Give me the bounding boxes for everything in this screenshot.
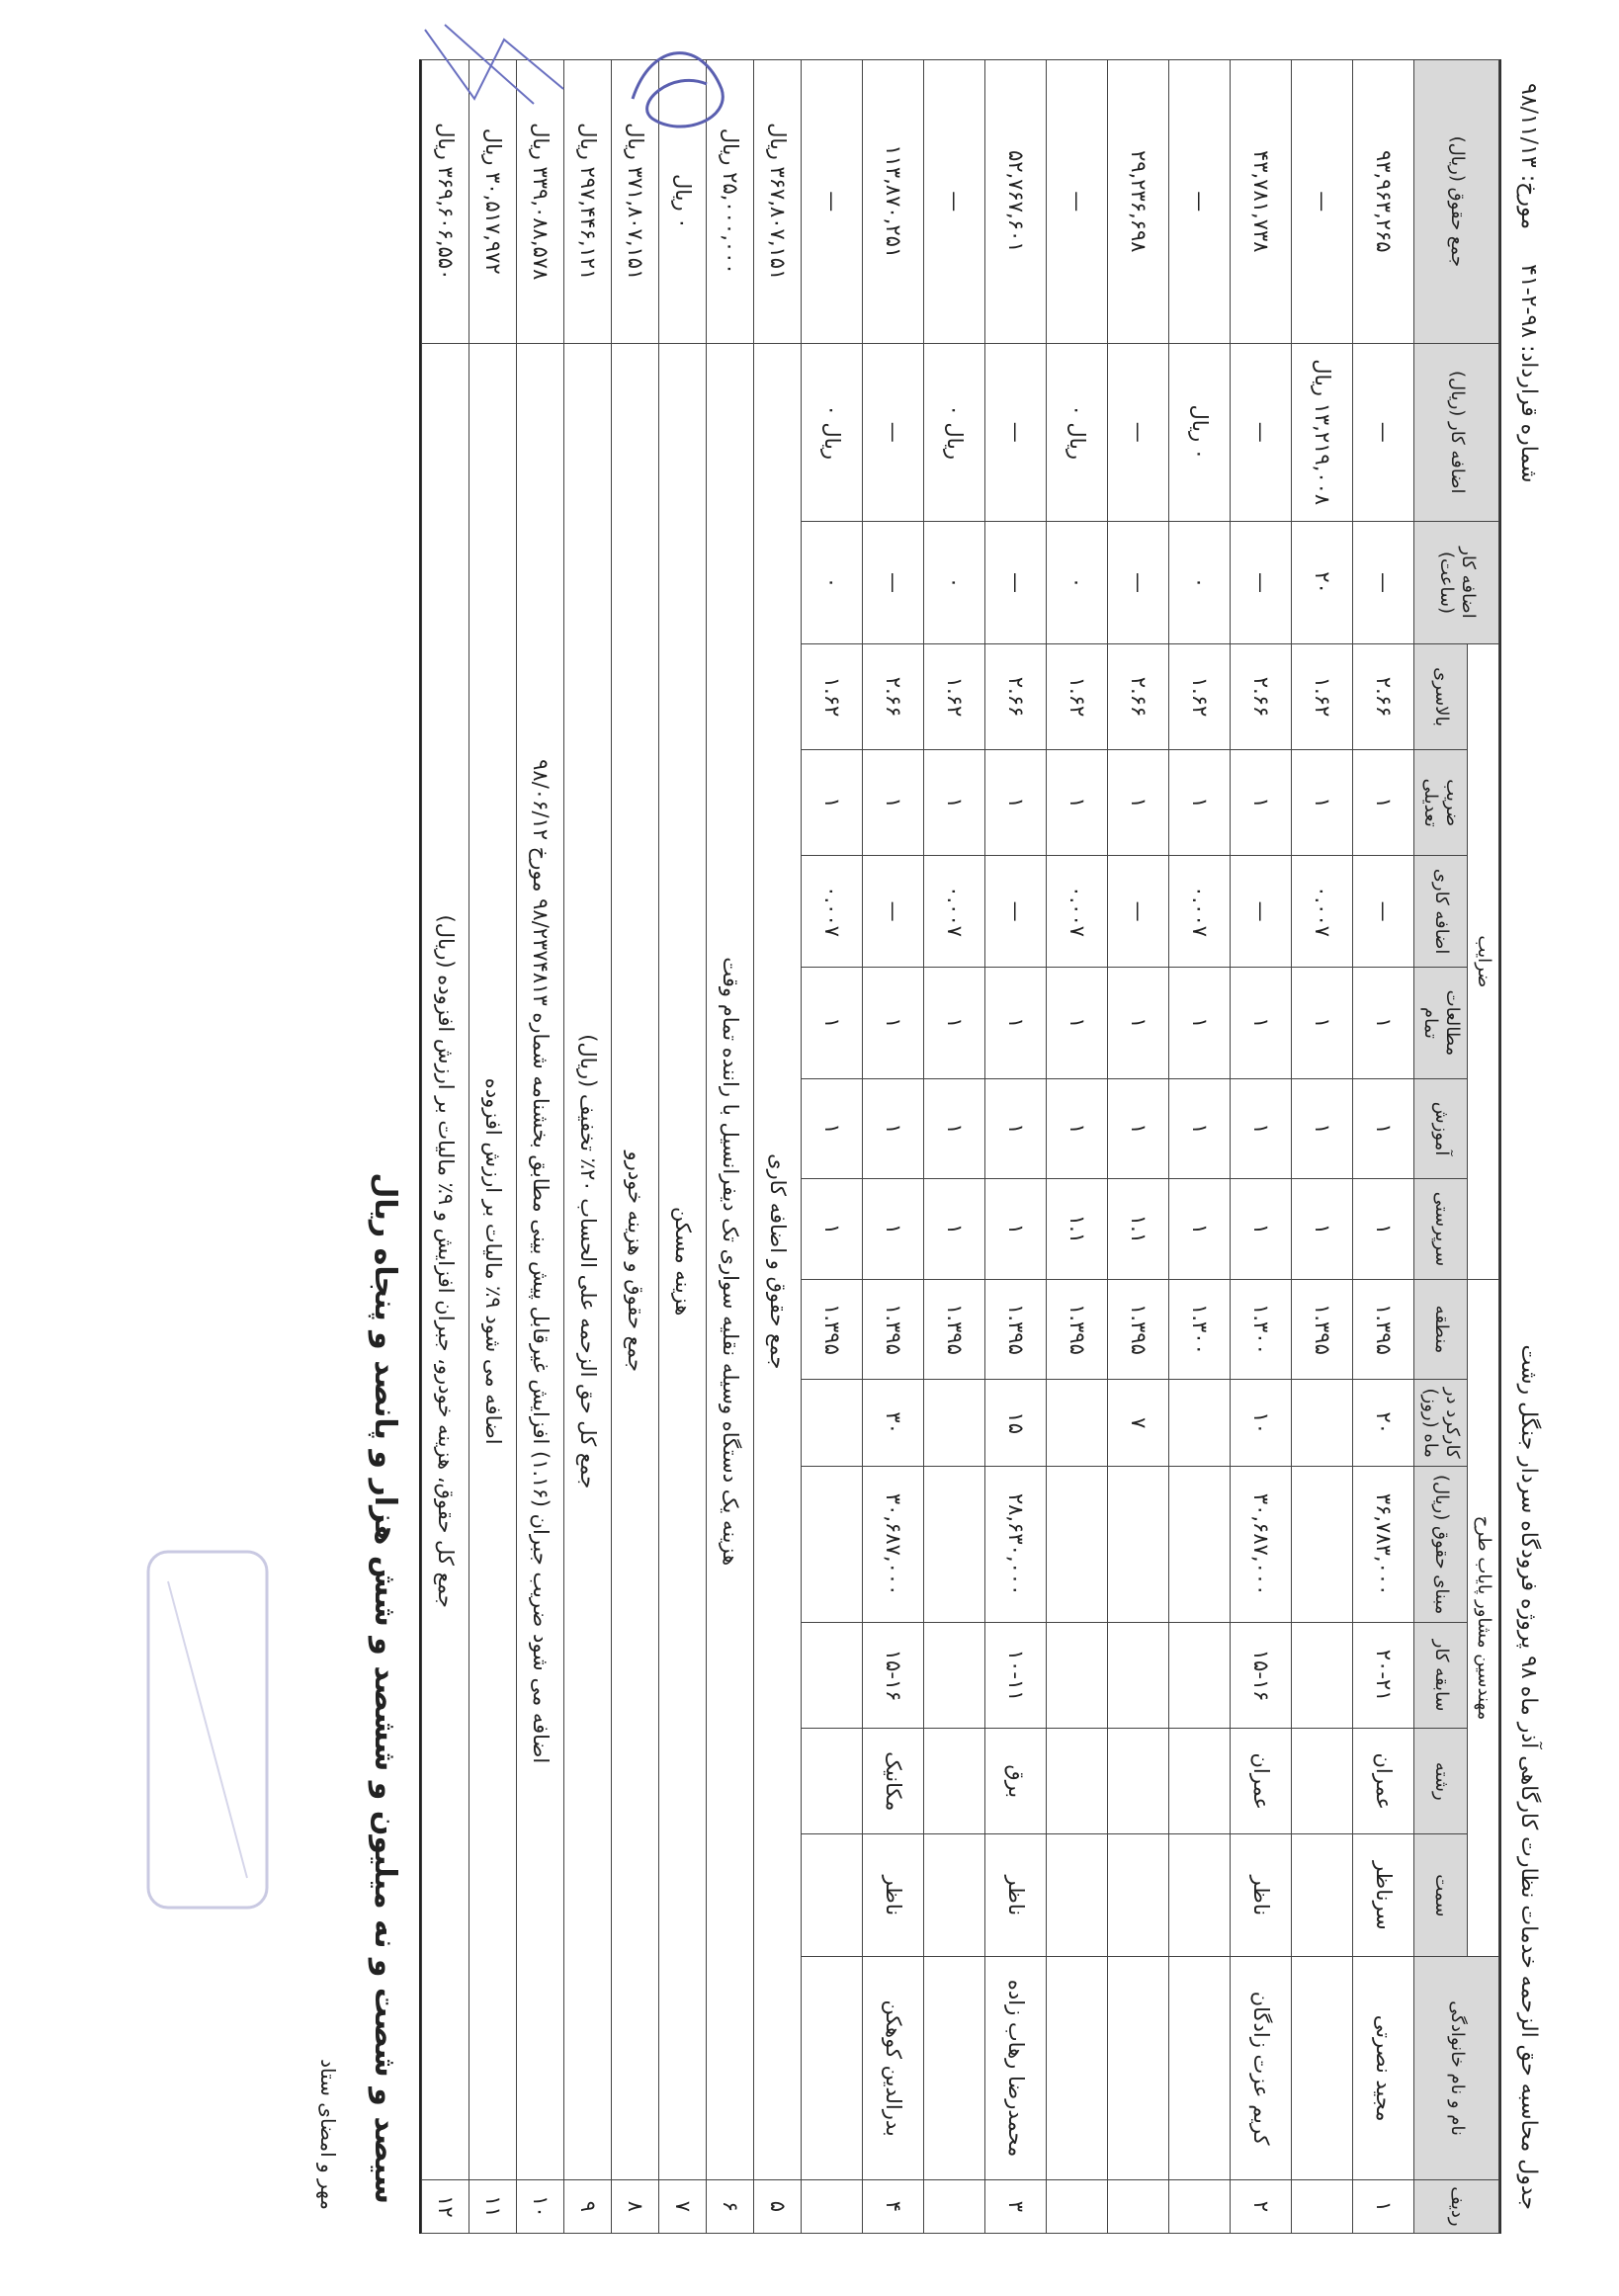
col-experience: سابقه کار (1414, 1623, 1468, 1729)
cell-work-days (802, 1380, 863, 1467)
cell-region: ۱.۳۹۵ (1047, 1279, 1108, 1380)
summary-label: اضافه می شود ۹٪ مالیات بر ارزش افزوده (469, 343, 517, 2179)
final-amount-text: سیصد و شصت و نه میلیون و ششصد و شش هزار و پانصد و پنجاه ریال (368, 1172, 402, 2204)
summary-value: ۲۹۷,۴۴۶,۱۲۱ ریال (564, 60, 612, 344)
cell-overtime-hours: — (985, 521, 1047, 643)
table-row (1292, 60, 1353, 2234)
cell-overtime-amount: — (1108, 343, 1169, 521)
cell-adjustment: ۱ (1169, 750, 1231, 856)
col-base-salary: مبنای حقوق (ریال) (1414, 1467, 1468, 1623)
summary-row (659, 60, 707, 2234)
cell-overtime-hours: — (1231, 521, 1292, 643)
cell-overtime-coef: ۰.۰۰۷ (924, 856, 985, 968)
cell-full-time: ۱ (1047, 968, 1108, 1079)
cell-no (1169, 2179, 1231, 2233)
cell-no: ۳ (985, 2179, 1047, 2233)
cell-overtime-amount: — (1231, 343, 1292, 521)
cell-education: ۱ (802, 1078, 863, 1178)
cell-overtime-hours: ۰ (1047, 521, 1108, 643)
cell-overtime-amount: — (1353, 343, 1414, 521)
col-work-days: کارکرد در ماه (روز) (1414, 1380, 1468, 1467)
col-region: منطقه (1414, 1279, 1468, 1380)
coefficients-group: ضرایب (1468, 643, 1499, 1279)
cell-overtime-coef: ۰.۰۰۷ (1292, 856, 1353, 968)
table-row (1169, 60, 1231, 2234)
fee-table (422, 59, 1500, 2234)
cell-adjustment: ۱ (863, 750, 924, 856)
contract-date: مورخ: ۹۸/۱۱/۱۳ (1516, 83, 1542, 230)
cell-education: ۱ (1169, 1078, 1231, 1178)
cell-name (1169, 1957, 1231, 2180)
cell-field (1169, 1729, 1231, 1834)
cell-full-time: ۱ (1231, 968, 1292, 1079)
document-header (1499, 59, 1557, 2234)
summary-body (422, 60, 802, 2234)
col-adjustment: ضریب تعدیلی (1414, 750, 1468, 856)
cell-position: ناظر (863, 1834, 924, 1957)
cell-work-days: ۱۵ (985, 1380, 1047, 1467)
summary-row-no: ۵ (754, 2179, 802, 2233)
cell-no: ۲ (1231, 2179, 1292, 2233)
summary-row-no: ۱۱ (469, 2179, 517, 2233)
cell-work-days (1169, 1380, 1231, 1467)
cell-factor: ۲.۶۶ (1231, 643, 1292, 749)
cell-position (924, 1834, 985, 1957)
cell-supervision: ۱ (1292, 1179, 1353, 1279)
cell-full-time: ۱ (1108, 968, 1169, 1079)
cell-work-days: ۳۰ (863, 1380, 924, 1467)
cell-experience: ۲۰-۲۱ (1353, 1623, 1414, 1729)
summary-row (707, 60, 754, 2234)
cell-overtime-hours: ۲۰ (1292, 521, 1353, 643)
cell-base-salary (1108, 1467, 1169, 1623)
col-overtime-coef: اضافه کاری (1414, 856, 1468, 968)
cell-region: ۱.۳۹۵ (802, 1279, 863, 1380)
cell-factor: ۱.۶۲ (1169, 643, 1231, 749)
col-supervision: سرپرستی (1414, 1179, 1468, 1279)
cell-adjustment: ۱ (1231, 750, 1292, 856)
rotated-document (153, 59, 1557, 2234)
cell-position (1169, 1834, 1231, 1957)
cell-overtime-hours: — (863, 521, 924, 643)
cell-region: ۱.۳۹۵ (985, 1279, 1047, 1380)
summary-row-no: ۱۰ (517, 2179, 564, 2233)
cell-education: ۱ (863, 1078, 924, 1178)
cell-total: — (1169, 60, 1231, 344)
cell-education: ۱ (1231, 1078, 1292, 1178)
consultant-name: مهندسین مشاور پایاب طرح (1468, 1279, 1499, 1957)
cell-work-days (924, 1380, 985, 1467)
summary-label: اضافه می شود ضریب جبران (۱.۱۶) افزایش غیرقابل پیش بینی مطابق بخشنامه شماره ۹۸/۲۳۷۴۸۱۳ مورخ ۹۸/۰۶/۱۲ (517, 343, 564, 2179)
cell-base-salary (1047, 1467, 1108, 1623)
cell-experience: ۱۵-۱۶ (863, 1623, 924, 1729)
cell-no (1047, 2179, 1108, 2233)
cell-work-days (1047, 1380, 1108, 1467)
cell-total: ۴۳,۷۸۱,۷۳۸ (1231, 60, 1292, 344)
cell-base-salary: ۳۰,۶۸۷,۰۰۰ (863, 1467, 924, 1623)
col-overtime-hours: اضافه کار (ساعت) (1414, 521, 1499, 643)
cell-region: ۱.۳۹۵ (863, 1279, 924, 1380)
cell-base-salary (802, 1467, 863, 1623)
cell-factor: ۲.۶۶ (1108, 643, 1169, 749)
cell-experience (802, 1623, 863, 1729)
summary-value: ۳۷۱,۸۰۷,۱۵۱ ریال (612, 60, 659, 344)
summary-row-no: ۱۲ (422, 2179, 469, 2233)
cell-full-time: ۱ (924, 968, 985, 1079)
signature-row (307, 59, 351, 2234)
cell-overtime-amount: ریال ۰ (1047, 343, 1108, 521)
cell-supervision: ۱ (1169, 1179, 1231, 1279)
cell-full-time: ۱ (1169, 968, 1231, 1079)
cell-supervision: ۱ (985, 1179, 1047, 1279)
cell-field: عمران (1231, 1729, 1292, 1834)
cell-position (1292, 1834, 1353, 1957)
col-full-time: مطالعات تمام (1414, 968, 1468, 1079)
cell-overtime-coef: ۰.۰۰۷ (802, 856, 863, 968)
cell-name: بدرالدین کوهکن (863, 1957, 924, 2180)
cell-overtime-hours: ۰ (924, 521, 985, 643)
summary-row (564, 60, 612, 2234)
cell-field: مکانیک (863, 1729, 924, 1834)
table-row (1108, 60, 1169, 2234)
document-title: جدول محاسبه حق الزحمه خدمات نظارت کارگاهی آذر ماه ۹۸ پروژه فرودگاه سردار جنگل رشت (1516, 1344, 1542, 2210)
cell-education: ۱ (1292, 1078, 1353, 1178)
table-body (802, 60, 1414, 2234)
cell-overtime-coef: — (1353, 856, 1414, 968)
cell-factor: ۲.۶۶ (863, 643, 924, 749)
cell-education: ۱ (1353, 1078, 1414, 1178)
cell-position (1047, 1834, 1108, 1957)
col-overtime-amount: اضافه کار (ریال) (1414, 343, 1499, 521)
cell-field (1292, 1729, 1353, 1834)
cell-overtime-coef: ۰.۰۰۷ (1047, 856, 1108, 968)
table-row (1353, 60, 1414, 2234)
cell-adjustment: ۱ (1353, 750, 1414, 856)
cell-region: ۱.۳۹۵ (1108, 1279, 1169, 1380)
cell-adjustment: ۱ (924, 750, 985, 856)
summary-label: هزینه مسکن (659, 343, 707, 2179)
cell-experience (1047, 1623, 1108, 1729)
summary-label: جمع حقوق و هزینه خودرو (612, 343, 659, 2179)
cell-total: ۹۳,۹۶۳,۲۶۵ (1353, 60, 1414, 344)
cell-work-days (1292, 1380, 1353, 1467)
cell-adjustment: ۱ (985, 750, 1047, 856)
cell-base-salary: ۳۰,۶۸۷,۰۰۰ (1231, 1467, 1292, 1623)
summary-row-no: ۷ (659, 2179, 707, 2233)
cell-overtime-coef: — (985, 856, 1047, 968)
cell-supervision: ۱ (1231, 1179, 1292, 1279)
cell-total: ۱۱۳,۸۷۰,۲۵۱ (863, 60, 924, 344)
cell-name (1108, 1957, 1169, 2180)
cell-full-time: ۱ (985, 968, 1047, 1079)
cell-total: — (924, 60, 985, 344)
cell-supervision: ۱ (863, 1179, 924, 1279)
cell-total: — (1047, 60, 1108, 344)
cell-overtime-hours: — (1353, 521, 1414, 643)
cell-name (924, 1957, 985, 2180)
cell-work-days: ۲۰ (1353, 1380, 1414, 1467)
cell-full-time: ۱ (1292, 968, 1353, 1079)
cell-base-salary: ۲۸,۶۳۰,۰۰۰ (985, 1467, 1047, 1623)
summary-label: جمع حقوق و اضافه کاری (754, 343, 802, 2179)
cell-field (802, 1729, 863, 1834)
col-field: رشته (1414, 1729, 1468, 1834)
summary-row (517, 60, 564, 2234)
cell-name (802, 1957, 863, 2180)
cell-overtime-coef: — (1231, 856, 1292, 968)
cell-field: برق (985, 1729, 1047, 1834)
cell-position: سرناظر (1353, 1834, 1414, 1957)
cell-adjustment: ۱ (1292, 750, 1353, 856)
cell-name (1047, 1957, 1108, 2180)
cell-position: ناظر (1231, 1834, 1292, 1957)
cell-overtime-amount: — (863, 343, 924, 521)
summary-row (422, 60, 469, 2234)
cell-education: ۱ (1108, 1078, 1169, 1178)
summary-value: ۳۶۷,۸۰۷,۱۵۱ ریال (754, 60, 802, 344)
cell-no: ۱ (1353, 2179, 1414, 2233)
cell-no (1292, 2179, 1353, 2233)
cell-total: — (802, 60, 863, 344)
cell-experience (1108, 1623, 1169, 1729)
cell-no: ۴ (863, 2179, 924, 2233)
cell-full-time: ۱ (863, 968, 924, 1079)
cell-factor: ۱.۶۲ (802, 643, 863, 749)
cell-factor: ۱.۶۲ (1047, 643, 1108, 749)
cell-work-days: ۱۰ (1231, 1380, 1292, 1467)
cell-base-salary (1292, 1467, 1353, 1623)
cell-overtime-hours: ۰ (802, 521, 863, 643)
cell-overtime-amount: ریال ۰ (924, 343, 985, 521)
cell-no (924, 2179, 985, 2233)
summary-row-no: ۹ (564, 2179, 612, 2233)
cell-overtime-coef: ۰.۰۰۷ (1169, 856, 1231, 968)
summary-value: ۳۰,۵۱۷,۹۷۲ ریال (469, 60, 517, 344)
cell-experience: ۱۰-۱۱ (985, 1623, 1047, 1729)
table-row (985, 60, 1047, 2234)
cell-experience (1169, 1623, 1231, 1729)
col-education: آموزش (1414, 1078, 1468, 1178)
cell-position (802, 1834, 863, 1957)
cell-supervision: ۱.۱ (1047, 1179, 1108, 1279)
cell-region: ۱.۳۰۰ (1169, 1279, 1231, 1380)
cell-full-time: ۱ (1353, 968, 1414, 1079)
summary-value: ۳۶۹,۶۰۶,۵۵۰ ریال (422, 60, 469, 344)
cell-base-salary: ۳۶,۷۸۳,۰۰۰ (1353, 1467, 1414, 1623)
cell-position: ناظر (985, 1834, 1047, 1957)
summary-value: ۳۳۹,۰۸۸,۵۷۸ ریال (517, 60, 564, 344)
cell-field: عمران (1353, 1729, 1414, 1834)
cell-name (1292, 1957, 1353, 2180)
cell-experience (1292, 1623, 1353, 1729)
cell-adjustment: ۱ (1108, 750, 1169, 856)
cell-region: ۱.۳۹۵ (924, 1279, 985, 1380)
cell-factor: ۱.۶۲ (1292, 643, 1353, 749)
contract-number: شماره قرارداد: ۹۸-۲-۴۱ (1516, 264, 1542, 483)
cell-region: ۱.۳۹۵ (1292, 1279, 1353, 1380)
cell-work-days: ۷ (1108, 1380, 1169, 1467)
cell-name: محمدرضا رهاب زاده (985, 1957, 1047, 2180)
cell-region: ۱.۳۰۰ (1231, 1279, 1292, 1380)
cell-supervision: ۱ (802, 1179, 863, 1279)
signature-label: مهر و امضای ستاد (316, 2059, 341, 2210)
cell-education: ۱ (1047, 1078, 1108, 1178)
cell-overtime-amount: ۰ ریال (1169, 343, 1231, 521)
contract-info (1517, 83, 1542, 483)
cell-experience (924, 1623, 985, 1729)
cell-field (1108, 1729, 1169, 1834)
summary-label: جمع کل حق الزحمه علی الحساب ۲۰٪ تخفیف (ریال) (564, 343, 612, 2179)
cell-total: ۲۹,۲۳۶,۶۹۸ (1108, 60, 1169, 344)
cell-adjustment: ۱ (802, 750, 863, 856)
cell-name: کریم عزت زادگان (1231, 1957, 1292, 2180)
cell-overtime-hours: ۰ (1169, 521, 1231, 643)
cell-overtime-coef: — (863, 856, 924, 968)
summary-row-no: ۸ (612, 2179, 659, 2233)
cell-supervision: ۱ (1353, 1179, 1414, 1279)
cell-no (802, 2179, 863, 2233)
cell-factor: ۱.۶۲ (924, 643, 985, 749)
table-row (924, 60, 985, 2234)
cell-overtime-amount: ۱۳,۲۱۹,۰۰۸ ریال (1292, 343, 1353, 521)
cell-no (1108, 2179, 1169, 2233)
summary-label: هزینه یک دستگاه وسیله نقلیه سواری تک دیفرانسیل با راننده تمام وقت (707, 343, 754, 2179)
table-row (802, 60, 863, 2234)
cell-overtime-hours: — (1108, 521, 1169, 643)
cell-adjustment: ۱ (1047, 750, 1108, 856)
summary-row (754, 60, 802, 2234)
summary-value: ۰ ریال (659, 60, 707, 344)
cell-factor: ۲.۶۶ (1353, 643, 1414, 749)
col-total: جمع حقوق (ریال) (1414, 60, 1499, 344)
cell-overtime-amount: — (985, 343, 1047, 521)
summary-row-no: ۶ (707, 2179, 754, 2233)
summary-value: ۲۵,۰۰۰,۰۰۰ ریال (707, 60, 754, 344)
table-row (1047, 60, 1108, 2234)
summary-row (612, 60, 659, 2234)
table-row (863, 60, 924, 2234)
cell-overtime-amount: ریال ۰ (802, 343, 863, 521)
cell-base-salary (924, 1467, 985, 1623)
cell-total: ۵۲,۷۶۷,۶۰۱ (985, 60, 1047, 344)
cell-education: ۱ (924, 1078, 985, 1178)
summary-label: جمع کل حقوق، هزینه خودرو، جبران افزایش و ۹٪ مالیات بر ارزش افزوده (ریال) (422, 343, 469, 2179)
cell-full-time: ۱ (802, 968, 863, 1079)
cell-region: ۱.۳۹۵ (1353, 1279, 1414, 1380)
cell-total: — (1292, 60, 1353, 344)
cell-base-salary (1169, 1467, 1231, 1623)
cell-education: ۱ (985, 1078, 1047, 1178)
col-position: سمت (1414, 1834, 1468, 1957)
col-name: نام و نام خانوادگی (1414, 1957, 1499, 2180)
cell-position (1108, 1834, 1169, 1957)
cell-supervision: ۱ (924, 1179, 985, 1279)
col-factor: بالاسری (1414, 643, 1468, 749)
cell-name: مجید نصرتی (1353, 1957, 1414, 2180)
col-row-no: ردیف (1414, 2179, 1499, 2233)
final-amount-words (351, 59, 422, 2234)
cell-field (1047, 1729, 1108, 1834)
cell-experience: ۱۵-۱۶ (1231, 1623, 1292, 1729)
cell-field (924, 1729, 985, 1834)
cell-supervision: ۱.۱ (1108, 1179, 1169, 1279)
cell-overtime-coef: — (1108, 856, 1169, 968)
summary-row (469, 60, 517, 2234)
table-row (1231, 60, 1292, 2234)
cell-factor: ۲.۶۶ (985, 643, 1047, 749)
